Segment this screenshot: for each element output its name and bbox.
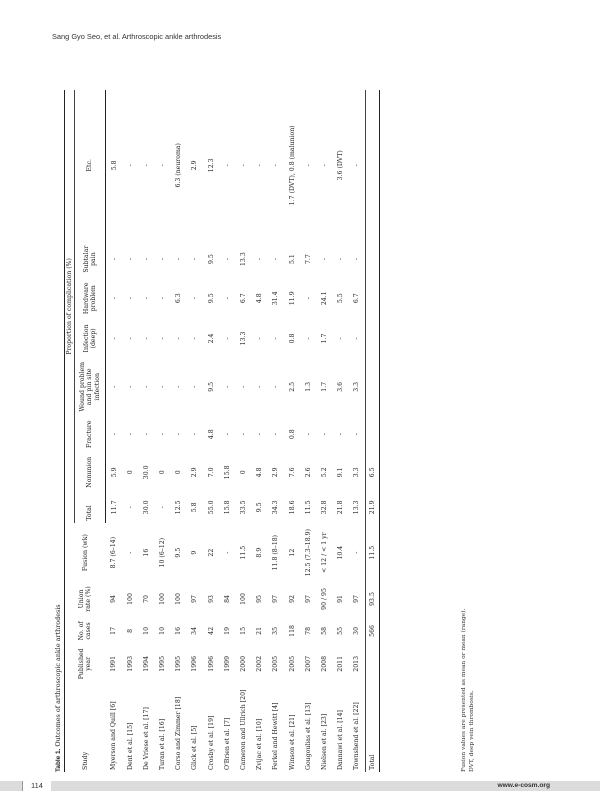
- cell-nonunion: 5.2: [320, 467, 328, 478]
- cell-infection: -: [272, 337, 280, 340]
- cell-union: 97: [272, 595, 280, 603]
- cell-study: Dannawi et al. [14]: [337, 710, 345, 770]
- cell-cases: 35: [272, 626, 280, 635]
- cell-fracture: -: [175, 433, 183, 436]
- cell-study: De Vriese et al. [17]: [142, 707, 150, 770]
- cell-nonunion: 15.8: [223, 465, 231, 480]
- cell-study: Winson et al. [21]: [288, 714, 296, 770]
- cell-fusion: 12.5 (7.3–18.9): [304, 528, 312, 577]
- cell-hardware: -: [126, 297, 134, 300]
- cell-wound: 3.3: [353, 381, 361, 392]
- cell-union: 93: [207, 595, 215, 603]
- cell-year: 2000: [240, 655, 248, 672]
- cell-subtalar: -: [223, 258, 231, 261]
- table-footnote: [461, 609, 476, 772]
- cell-infection: -: [175, 337, 183, 340]
- group-header-complication: Proportion of complication (%): [65, 90, 75, 523]
- cell-fusion: 22: [207, 548, 215, 557]
- cell-wound: -: [175, 385, 183, 388]
- table-row: [122, 90, 138, 772]
- cell-wound: -: [240, 385, 248, 388]
- cell-etc: 3.6 (DVT): [337, 150, 345, 181]
- cell-cases: 21: [256, 626, 264, 635]
- cell-etc: 1.7 (DVT), 0.8 (malunion): [288, 125, 296, 206]
- cell-fusion: 9.5: [175, 547, 183, 558]
- cell-fracture: -: [142, 433, 150, 436]
- cell-year: 2005: [272, 655, 280, 672]
- cell-fusion: 9: [191, 550, 199, 555]
- cell-cases: 10: [142, 626, 150, 635]
- cell-hardware: -: [304, 297, 312, 300]
- table-row: [203, 90, 219, 772]
- cell-infection: -: [304, 337, 312, 340]
- cell-fusion: 11.5: [240, 545, 248, 560]
- cell-hardware: -: [159, 297, 167, 300]
- cell-infection: -: [337, 337, 345, 340]
- cell-nonunion: 9.1: [337, 467, 345, 478]
- cell-fusion: 10.4: [337, 545, 345, 560]
- cell-total: 13.3: [353, 500, 361, 515]
- table-row: [236, 90, 252, 772]
- col-header-infection: Infection (deep): [75, 319, 106, 358]
- cell-fracture: -: [320, 433, 328, 436]
- table-row: [171, 90, 187, 772]
- cell-fusion: 11.5: [366, 523, 380, 583]
- cell-subtalar: 7.7: [304, 254, 312, 265]
- cell-union: 97: [304, 595, 312, 603]
- cell-infection: 0.8: [288, 333, 296, 344]
- cell-infection: 1.7: [320, 333, 328, 344]
- cell-etc: -: [272, 164, 280, 167]
- cell-cases: 19: [223, 626, 231, 635]
- cell-hardware: [366, 278, 380, 319]
- cell-infection: -: [126, 337, 134, 340]
- cell-total: -: [126, 506, 134, 509]
- cell-etc: -: [320, 164, 328, 167]
- cell-infection: -: [110, 337, 118, 340]
- cell-subtalar: -: [191, 258, 199, 261]
- cell-fusion: -: [223, 551, 231, 554]
- cell-subtalar: -: [353, 258, 361, 261]
- col-header-etc: Etc.: [75, 90, 106, 241]
- cell-etc: 5.8: [110, 160, 118, 171]
- cell-nonunion: 30.0: [142, 465, 150, 480]
- cell-nonunion: 3.3: [353, 467, 361, 478]
- running-head: Sang Gyo Seo, et al. Arthroscopic ankle arthrodesis: [52, 32, 222, 41]
- cell-total: 30.0: [142, 500, 150, 515]
- cell-wound: -: [272, 385, 280, 388]
- cell-hardware: 6.3: [175, 293, 183, 304]
- cell-nonunion: 0: [240, 470, 248, 475]
- col-header-union: Union rate (%): [78, 586, 93, 612]
- cell-fracture: -: [223, 433, 231, 436]
- cell-nonunion: 2.9: [191, 467, 199, 478]
- table-row: [349, 90, 366, 772]
- cell-union: 84: [223, 595, 231, 603]
- cell-infection: -: [223, 337, 231, 340]
- cell-subtalar: [366, 241, 380, 278]
- cell-total: 12.5: [175, 500, 183, 515]
- cell-study: Turan et al. [16]: [159, 718, 167, 770]
- cell-hardware: -: [191, 297, 199, 300]
- cell-nonunion: 0: [159, 470, 167, 475]
- cell-hardware: -: [110, 297, 118, 300]
- col-header-subtalar: Subtalar pain: [75, 241, 106, 278]
- cell-subtalar: -: [126, 258, 134, 261]
- cell-study: Total: [366, 681, 380, 772]
- cell-subtalar: 9.5: [207, 254, 215, 265]
- cell-year: 1996: [191, 655, 199, 672]
- rotated-table-block: [42, 52, 478, 772]
- col-header-total: Total: [75, 492, 106, 523]
- cell-nonunion: 5.9: [110, 467, 118, 478]
- cell-wound: -: [126, 385, 134, 388]
- cell-cases: 42: [207, 626, 215, 635]
- cell-cases: 17: [110, 626, 118, 635]
- footnote-line-2: DVT, deep vein thrombosis.: [468, 690, 475, 772]
- outcomes-table: [64, 90, 380, 772]
- cell-wound: -: [191, 385, 199, 388]
- cell-hardware: 4.8: [256, 293, 264, 304]
- cell-total: 34.3: [272, 500, 280, 515]
- header-row-group: [65, 90, 75, 772]
- cell-union: 92: [288, 595, 296, 603]
- cell-hardware: 6.7: [353, 293, 361, 304]
- table-row: [268, 90, 284, 772]
- cell-infection: -: [353, 337, 361, 340]
- cell-union: 94: [110, 595, 118, 603]
- cell-fracture: -: [240, 433, 248, 436]
- cell-etc: -: [240, 164, 248, 167]
- cell-fracture: -: [256, 433, 264, 436]
- cell-subtalar: 5.1: [288, 254, 296, 265]
- cell-subtalar: -: [159, 258, 167, 261]
- cell-fusion: 16: [142, 548, 150, 557]
- cell-hardware: 24.1: [320, 291, 328, 306]
- cell-wound: 1.3: [304, 381, 312, 392]
- cell-etc: 6.3 (neuroma): [175, 143, 183, 188]
- cell-fusion: 12: [288, 548, 296, 557]
- col-header-year: Published year: [78, 648, 93, 680]
- cell-study: Myerson and Quill [6]: [110, 701, 118, 770]
- cell-study: Dent et al. [15]: [126, 722, 134, 770]
- cell-union: 95: [256, 595, 264, 603]
- col-header-wound: Wound problem and pin site infection: [75, 358, 106, 416]
- cell-cases: 58: [320, 626, 328, 635]
- cell-fracture: -: [126, 433, 134, 436]
- cell-infection: -: [256, 337, 264, 340]
- cell-fracture: [366, 416, 380, 453]
- cell-etc: -: [353, 164, 361, 167]
- cell-etc: 2.9: [191, 160, 199, 171]
- cell-study: Corso and Zimmer [18]: [175, 696, 183, 770]
- col-header-cases: No. of cases: [78, 621, 93, 641]
- table-row: [284, 90, 300, 772]
- cell-etc: -: [159, 164, 167, 167]
- cell-etc: -: [126, 164, 134, 167]
- cell-total: 33.5: [240, 500, 248, 515]
- table-row: [187, 90, 203, 772]
- cell-year: 1996: [207, 655, 215, 672]
- cell-total: 15.8: [223, 500, 231, 515]
- cell-fracture: -: [353, 433, 361, 436]
- cell-cases: 55: [337, 626, 345, 635]
- footnote-line-1: Fusion values are presented as mean or mean (range).: [461, 608, 467, 772]
- cell-year: 2011: [337, 655, 345, 672]
- cell-year: 1994: [142, 655, 150, 672]
- cell-wound: 9.5: [207, 381, 215, 392]
- cell-year: 1995: [159, 655, 167, 672]
- cell-year: 2008: [320, 655, 328, 672]
- table-caption-text: Outcomes of arthroscopic ankle arthrodesis: [54, 604, 62, 749]
- journal-site: www.e-cosm.org: [497, 782, 550, 789]
- cell-infection: 13.3: [240, 331, 248, 346]
- cell-hardware: 31.4: [272, 291, 280, 306]
- cell-wound: -: [223, 385, 231, 388]
- cell-hardware: 9.5: [207, 293, 215, 304]
- cell-year: 2013: [353, 655, 361, 672]
- cell-infection: -: [142, 337, 150, 340]
- cell-hardware: -: [223, 297, 231, 300]
- table-body: [106, 90, 380, 772]
- cell-nonunion: 0: [126, 470, 134, 475]
- cell-wound: -: [159, 385, 167, 388]
- cell-union: 97: [353, 595, 361, 603]
- table-row: [155, 90, 171, 772]
- cell-study: Glick et al. [5]: [191, 725, 199, 770]
- cell-year: 1995: [175, 655, 183, 672]
- cell-cases: 78: [304, 626, 312, 635]
- cell-study: Cameron and Ullrich [20]: [240, 689, 248, 770]
- cell-fusion: -: [126, 551, 134, 554]
- cell-union: 100: [126, 593, 134, 605]
- cell-wound: 1.7: [320, 381, 328, 392]
- table-row: [252, 90, 268, 772]
- cell-fusion: < 12 / < 1 yr: [320, 532, 328, 573]
- cell-cases: 10: [159, 626, 167, 635]
- cell-nonunion: 7.0: [207, 467, 215, 478]
- table-row: [316, 90, 332, 772]
- cell-study: Ferkel and Hewitt [4]: [272, 702, 280, 770]
- cell-year: 2007: [304, 655, 312, 672]
- cell-wound: -: [110, 385, 118, 388]
- cell-subtalar: -: [175, 258, 183, 261]
- cell-year: 2002: [256, 655, 264, 672]
- cell-year: 1993: [126, 655, 134, 672]
- cell-fusion: -: [353, 551, 361, 554]
- cell-fracture: -: [304, 433, 312, 436]
- table-caption-label: Table 1.: [55, 748, 62, 772]
- cell-wound: -: [256, 385, 264, 388]
- cell-wound: 2.5: [288, 381, 296, 392]
- cell-cases: 30: [353, 626, 361, 635]
- cell-union: 100: [159, 593, 167, 605]
- table-row: [138, 90, 154, 772]
- cell-nonunion: 4.8: [256, 467, 264, 478]
- cell-total: 18.6: [288, 500, 296, 515]
- cell-fracture: 4.8: [207, 429, 215, 440]
- cell-etc: -: [304, 164, 312, 167]
- cell-subtalar: 13.3: [240, 252, 248, 267]
- cell-nonunion: 2.6: [304, 467, 312, 478]
- cell-fusion: 8.9: [256, 547, 264, 558]
- cell-study: Nielsen et al. [23]: [320, 713, 328, 770]
- cell-subtalar: -: [142, 258, 150, 261]
- cell-hardware: 11.9: [288, 291, 296, 306]
- cell-nonunion: 2.9: [272, 467, 280, 478]
- cell-wound: [366, 358, 380, 416]
- cell-etc: [366, 90, 380, 241]
- cell-cases: 16: [175, 626, 183, 635]
- cell-union: 90 / 95: [320, 588, 328, 610]
- cell-cases: 15: [240, 626, 248, 635]
- cell-total: 21.9: [366, 492, 380, 523]
- cell-etc: 12.3: [207, 158, 215, 173]
- cell-union: 70: [142, 595, 150, 603]
- cell-fusion: 8.7 (6–14): [110, 536, 118, 569]
- cell-wound: -: [142, 385, 150, 388]
- cell-hardware: -: [142, 297, 150, 300]
- cell-subtalar: -: [272, 258, 280, 261]
- cell-fracture: -: [110, 433, 118, 436]
- cell-total: -: [159, 506, 167, 509]
- cell-nonunion: 7.6: [288, 467, 296, 478]
- cell-cases: 566: [366, 615, 380, 646]
- cell-year: 1999: [223, 655, 231, 672]
- cell-total: 21.8: [337, 500, 345, 515]
- table-caption: [54, 604, 62, 772]
- cell-wound: 3.6: [337, 381, 345, 392]
- cell-nonunion: 0: [175, 470, 183, 475]
- cell-infection: 2.4: [207, 333, 215, 344]
- cell-study: Gougoulias et al. [13]: [304, 702, 312, 770]
- cell-subtalar: -: [110, 258, 118, 261]
- col-header-fusion: Fusion (wk): [81, 534, 89, 572]
- table-row: [333, 90, 349, 772]
- table-row: [106, 90, 123, 772]
- table-row: [300, 90, 316, 772]
- cell-nonunion: 6.5: [366, 453, 380, 492]
- cell-study: Townshend et al. [22]: [353, 702, 361, 770]
- col-header-hardware: Hardware problem: [75, 278, 106, 319]
- cell-total: 11.5: [304, 500, 312, 515]
- cell-union: 91: [337, 595, 345, 603]
- cell-fracture: 0.8: [288, 429, 296, 440]
- cell-etc: -: [142, 164, 150, 167]
- cell-study: Crosby et al. [19]: [207, 715, 215, 770]
- cell-subtalar: -: [320, 258, 328, 261]
- cell-hardware: 5.5: [337, 293, 345, 304]
- table-row: [219, 90, 235, 772]
- cell-fracture: -: [272, 433, 280, 436]
- col-header-fracture: Fracture: [75, 416, 106, 453]
- col-header-nonunion: Nonunion: [75, 453, 106, 492]
- cell-cases: 34: [191, 626, 199, 635]
- cell-etc: -: [223, 164, 231, 167]
- cell-total: 11.7: [110, 500, 118, 515]
- cell-etc: -: [256, 164, 264, 167]
- cell-fracture: -: [159, 433, 167, 436]
- cell-total: 32.8: [320, 500, 328, 515]
- cell-year: 1991: [110, 655, 118, 672]
- table-total-row: [366, 90, 380, 772]
- cell-fusion: 11.8 (8–18): [272, 534, 280, 571]
- cell-union: 100: [175, 593, 183, 605]
- cell-study: O'Brien et al. [7]: [223, 717, 231, 770]
- cell-fracture: -: [337, 433, 345, 436]
- cell-hardware: 6.7: [240, 293, 248, 304]
- cell-study: Zvijac et al. [10]: [256, 718, 264, 770]
- cell-infection: -: [191, 337, 199, 340]
- cell-union: 93.5: [366, 583, 380, 616]
- cell-total: 5.8: [191, 502, 199, 513]
- page-number: 114: [22, 781, 51, 791]
- cell-union: 100: [240, 593, 248, 605]
- cell-infection: [366, 319, 380, 358]
- cell-union: 97: [191, 595, 199, 603]
- cell-total: 55.0: [207, 500, 215, 515]
- cell-infection: -: [159, 337, 167, 340]
- cell-cases: 8: [126, 628, 134, 633]
- cell-fracture: -: [191, 433, 199, 436]
- cell-year: [366, 646, 380, 681]
- cell-subtalar: -: [337, 258, 345, 261]
- col-header-study: Study: [81, 751, 89, 770]
- cell-total: 9.5: [256, 502, 264, 513]
- cell-cases: 118: [288, 625, 296, 637]
- cell-subtalar: -: [256, 258, 264, 261]
- cell-fusion: 10 (6–12): [159, 537, 167, 568]
- cell-year: 2005: [288, 655, 296, 672]
